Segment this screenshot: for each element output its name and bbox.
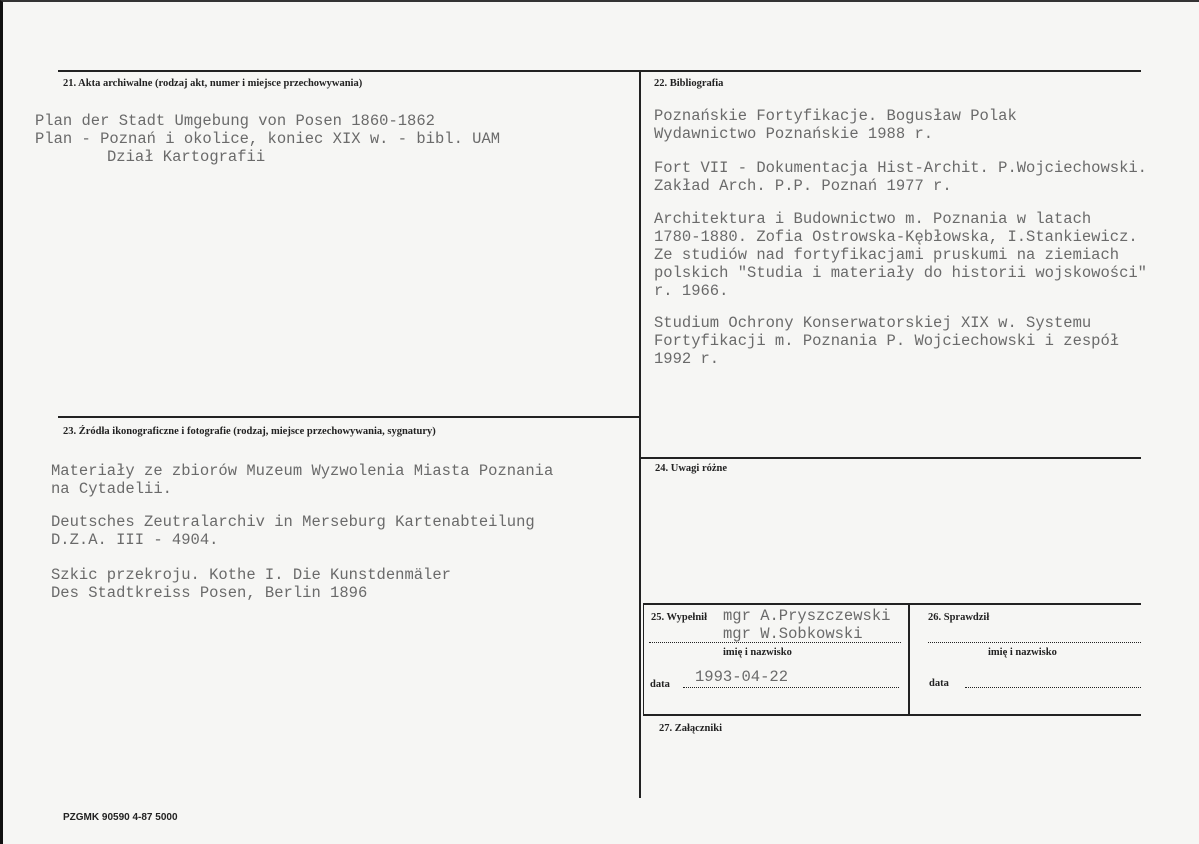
section24-label: 24. Uwagi różne xyxy=(655,463,728,474)
section23-label: 23. Źródła ikonograficzne i fotografie (rodzaj, miejsce przechowywania, sygnatury) xyxy=(63,426,436,437)
section22-line: Wydawnictwo Poznańskie 1988 r. xyxy=(654,125,934,143)
checker-name-dotted-line xyxy=(928,642,1141,643)
name-dotted-line xyxy=(649,642,901,643)
section25-left-edge xyxy=(643,603,644,715)
section22-line: Zakład Arch. P.P. Poznań 1977 r. xyxy=(654,177,952,195)
section22-line: Fort VII - Dokumentacja Hist-Archit. P.Wojciechowski. xyxy=(654,159,1147,177)
date-label: data xyxy=(650,679,670,690)
section25-26-divider xyxy=(908,603,910,715)
section23-line: Szkic przekroju. Kothe I. Die Kunstdenmäler xyxy=(51,566,451,584)
section27-label: 27. Załączniki xyxy=(659,723,723,734)
section22-line: r. 1966. xyxy=(654,282,729,300)
section25-label: 25. Wypełnił xyxy=(651,612,708,623)
section23-line: Materiały ze zbiorów Muzeum Wyzwolenia Miasta Poznania xyxy=(51,462,554,480)
checker-date-label: data xyxy=(929,678,949,689)
filled-date: 1993-04-22 xyxy=(695,668,789,686)
section23-line: Deutsches Zeutralarchiv in Merseburg Kartenabteilung xyxy=(51,513,535,531)
section21-line: Plan der Stadt Umgebung von Posen 1860-1862 xyxy=(35,112,435,130)
section27-top-rule xyxy=(643,714,1141,716)
section21-line: Plan - Poznań i okolice, koniec XIX w. - bibl. UAM xyxy=(35,130,501,148)
section22-label: 22. Bibliografia xyxy=(654,78,724,89)
section21-label: 21. Akta archiwalne (rodzaj akt, numer i miejsce przechowywania) xyxy=(63,78,363,89)
section22-line: 1992 r. xyxy=(654,350,720,368)
section22-line: Ze studiów nad fortyfikacjami pruskumi na ziemiach xyxy=(654,246,1120,264)
section21-bottom-rule xyxy=(58,416,639,418)
checker-date-dotted-line xyxy=(965,687,1141,688)
section21-line: Dział Kartografii xyxy=(107,148,266,166)
filled-by-name: mgr A.Pryszczewski xyxy=(723,607,891,625)
section22-line: Architektura i Budownictwo m. Poznania w latach xyxy=(654,210,1092,228)
section23-line: na Cytadelii. xyxy=(51,480,172,498)
section22-line: Fortyfikacji m. Poznania P. Wojciechowski i zespół xyxy=(654,332,1120,350)
top-rule xyxy=(58,70,1141,72)
section25-top-rule xyxy=(643,603,1141,605)
checker-name-caption: imię i nazwisko xyxy=(988,647,1057,658)
date-dotted-line xyxy=(683,687,899,688)
section26-label: 26. Sprawdził xyxy=(928,612,990,623)
filled-by-name: mgr W.Sobkowski xyxy=(723,625,863,643)
center-divider xyxy=(639,70,641,798)
section23-line: D.Z.A. III - 4904. xyxy=(51,531,219,549)
section22-line: 1780-1880. Zofia Ostrowska-Kębłowska, I.Stankiewicz. xyxy=(654,228,1138,246)
name-caption: imię i nazwisko xyxy=(723,647,792,658)
section22-line: Studium Ochrony Konserwatorskiej XIX w. Systemu xyxy=(654,314,1092,332)
section24-top-rule xyxy=(641,457,1141,459)
section22-line: Poznańskie Fortyfikacje. Bogusław Polak xyxy=(654,107,1017,125)
section23-line: Des Stadtkreiss Posen, Berlin 1896 xyxy=(51,584,368,602)
section22-line: polskich "Studia i materiały do historii wojskowości" xyxy=(654,264,1147,282)
print-code: PZGMK 90590 4-87 5000 xyxy=(63,812,178,823)
